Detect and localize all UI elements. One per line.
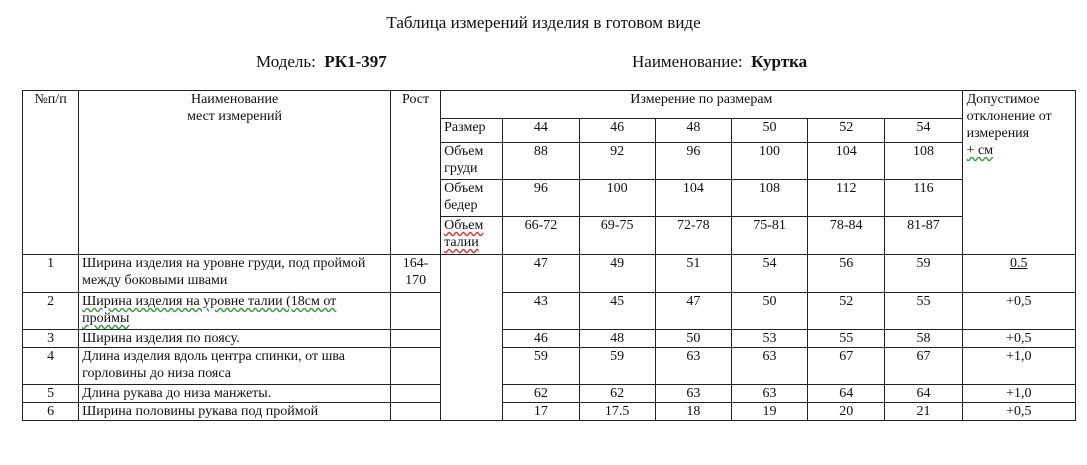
waist-value: 69-75 (579, 217, 655, 255)
row-value: 50 (731, 293, 807, 330)
col-header-sizes: Измерение по размерам (441, 91, 962, 119)
row-value: 47 (655, 293, 731, 330)
row-value: 63 (655, 348, 731, 385)
row-value: 67 (808, 348, 885, 385)
row-value: 43 (503, 293, 579, 330)
row-deviation: 0.5 (962, 255, 1075, 293)
row-value: 63 (731, 385, 807, 403)
col-header-height: Рост (391, 91, 441, 255)
waist-value: 66-72 (503, 217, 579, 255)
row-value: 48 (579, 330, 655, 348)
row-value: 18 (655, 403, 731, 421)
waist-value: 72-78 (655, 217, 731, 255)
row-value: 51 (655, 255, 731, 293)
table-row (23, 348, 1076, 385)
table-row (23, 293, 1076, 330)
table-row (23, 255, 1076, 293)
growth-empty (391, 385, 441, 403)
hips-value: 116 (885, 180, 962, 217)
col-header-place-line1: Наименование (190, 92, 279, 107)
row-value: 53 (731, 330, 807, 348)
row-value: 21 (885, 403, 962, 421)
product-name-line (632, 52, 807, 72)
row-value: 55 (808, 330, 885, 348)
row-value: 20 (808, 403, 885, 421)
size-value: 54 (885, 119, 962, 143)
row-deviation: +0,5 (962, 403, 1075, 421)
row-num: 6 (23, 403, 79, 421)
row-value: 52 (808, 293, 885, 330)
row-value: 56 (808, 255, 885, 293)
row-value: 62 (503, 385, 579, 403)
row-value: 50 (655, 330, 731, 348)
table-row (23, 403, 1076, 421)
growth-value: 164-170 (391, 255, 441, 293)
row-value: 19 (731, 403, 807, 421)
hips-value: 108 (731, 180, 807, 217)
size-value: 50 (731, 119, 807, 143)
row-value: 58 (885, 330, 962, 348)
col-header-deviation (962, 91, 1075, 255)
row-value: 59 (503, 348, 579, 385)
waist-value: 78-84 (808, 217, 885, 255)
model-line (256, 52, 387, 72)
row-num: 3 (23, 330, 79, 348)
table-row (23, 385, 1076, 403)
row-num: 5 (23, 385, 79, 403)
row-value: 67 (885, 348, 962, 385)
row-num: 4 (23, 348, 79, 385)
row-value: 45 (579, 293, 655, 330)
document-title: Таблица измерений изделия в готовом виде (386, 13, 701, 32)
row-name: Длина рукава до низа манжеты. (79, 385, 391, 403)
row-value: 63 (731, 348, 807, 385)
waist-value: 81-87 (885, 217, 962, 255)
waist-value: 75-81 (731, 217, 807, 255)
hips-value: 96 (503, 180, 579, 217)
size-label: Размер (441, 119, 503, 143)
growth-empty (391, 348, 441, 385)
row-value: 64 (808, 385, 885, 403)
table-row (23, 330, 1076, 348)
hips-label: Объем бедер (441, 180, 503, 217)
empty-cell (441, 255, 503, 421)
row-value: 55 (885, 293, 962, 330)
chest-value: 92 (579, 143, 655, 180)
chest-value: 108 (885, 143, 962, 180)
chest-value: 96 (655, 143, 731, 180)
size-value: 44 (503, 119, 579, 143)
row-value: 17.5 (579, 403, 655, 421)
size-value: 48 (655, 119, 731, 143)
deviation-header-text: Допустимое отклонение от измерения (966, 92, 1052, 141)
model-label: Модель: (256, 52, 316, 71)
row-value: 47 (503, 255, 579, 293)
row-deviation: +1,0 (962, 348, 1075, 385)
row-name: Ширина половины рукава под проймой (79, 403, 391, 421)
row-num: 1 (23, 255, 79, 293)
row-value: 17 (503, 403, 579, 421)
row-value: 49 (579, 255, 655, 293)
col-header-place (79, 91, 391, 255)
hips-value: 112 (808, 180, 885, 217)
row-num: 2 (23, 293, 79, 330)
growth-empty (391, 330, 441, 348)
row-value: 62 (579, 385, 655, 403)
row-deviation: +1,0 (962, 385, 1075, 403)
growth-empty (391, 403, 441, 421)
row-name: Ширина изделия на уровне груди, под проймой между боковыми швами (79, 255, 391, 293)
row-value: 54 (731, 255, 807, 293)
chest-label: Объем груди (441, 143, 503, 180)
model-value: РК1-397 (324, 52, 387, 71)
row-value: 59 (885, 255, 962, 293)
row-value: 46 (503, 330, 579, 348)
row-deviation: +0,5 (962, 293, 1075, 330)
chest-value: 88 (503, 143, 579, 180)
hips-value: 100 (579, 180, 655, 217)
row-name: Ширина изделия по поясу. (79, 330, 391, 348)
measurement-table (22, 90, 1076, 421)
row-value: 63 (655, 385, 731, 403)
row-value: 64 (885, 385, 962, 403)
row-value: 59 (579, 348, 655, 385)
col-header-place-line2: мест измерений (187, 109, 282, 124)
row-name: Ширина изделия на уровне талии (18см от проймы (79, 293, 391, 330)
size-value: 46 (579, 119, 655, 143)
size-value: 52 (808, 119, 885, 143)
row-name: Длина изделия вдоль центра спинки, от шва горловины до низа пояса (79, 348, 391, 385)
hips-value: 104 (655, 180, 731, 217)
waist-label: Объем талии (441, 217, 503, 255)
row-deviation: +0,5 (962, 330, 1075, 348)
chest-value: 100 (731, 143, 807, 180)
product-name-label: Наименование: (632, 52, 743, 71)
col-header-num: №п/п (23, 91, 79, 255)
chest-value: 104 (808, 143, 885, 180)
deviation-header-unit: + см (966, 143, 994, 158)
growth-empty (391, 293, 441, 330)
product-name-value: Куртка (751, 52, 808, 71)
